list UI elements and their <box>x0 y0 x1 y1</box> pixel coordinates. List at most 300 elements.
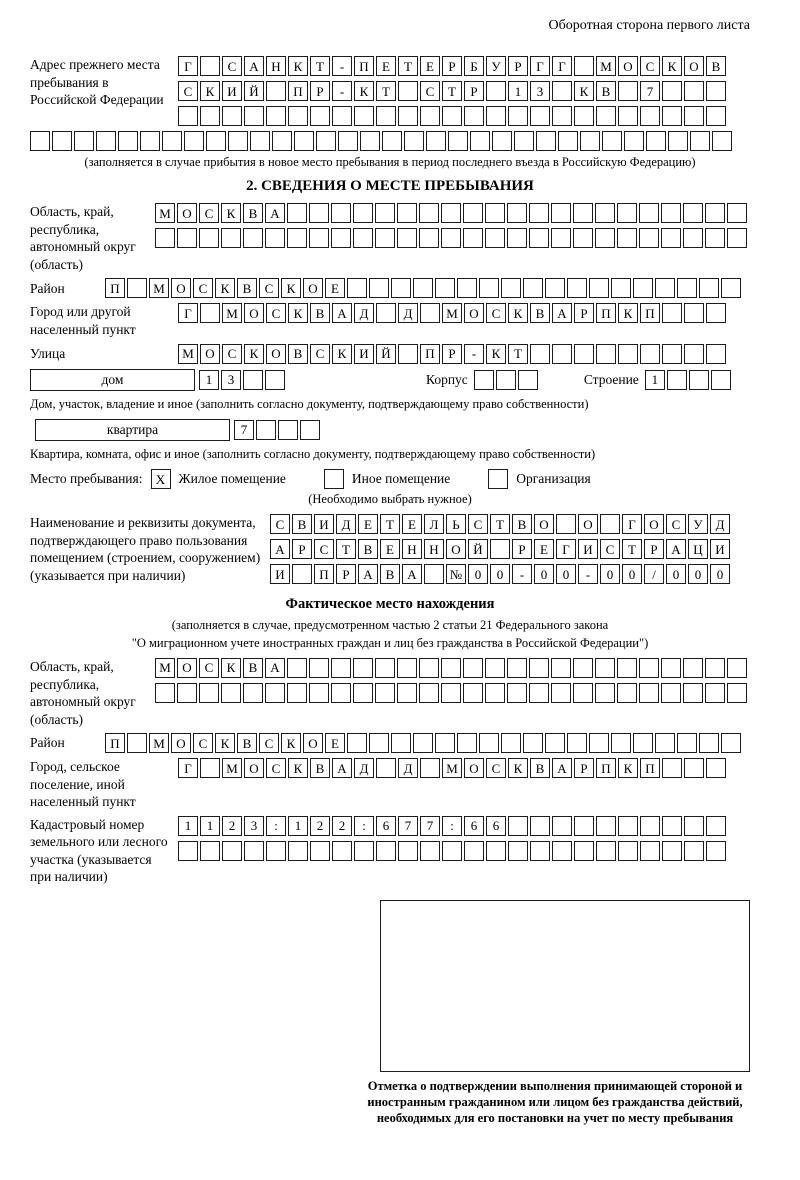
region-rows <box>155 203 747 248</box>
char-box: А <box>265 658 285 678</box>
char-box <box>288 841 308 861</box>
char-box <box>596 841 616 861</box>
char-box <box>618 106 638 126</box>
char-box <box>127 733 147 753</box>
char-box <box>250 131 270 151</box>
char-box <box>574 56 594 76</box>
char-box: Е <box>420 56 440 76</box>
char-box <box>52 131 72 151</box>
char-box <box>331 683 351 703</box>
char-box <box>617 658 637 678</box>
char-box <box>332 841 352 861</box>
char-box: М <box>222 758 242 778</box>
char-box <box>354 841 374 861</box>
char-box: М <box>149 733 169 753</box>
char-box <box>574 344 594 364</box>
char-box: А <box>332 303 352 323</box>
char-box: С <box>266 758 286 778</box>
char-box <box>618 344 638 364</box>
stay-type-option-residential: Жилое помещение <box>178 471 286 487</box>
char-box <box>552 106 572 126</box>
char-box: С <box>486 758 506 778</box>
char-box <box>420 758 440 778</box>
char-box <box>596 816 616 836</box>
char-box <box>501 733 521 753</box>
char-box <box>711 370 731 390</box>
char-box <box>530 841 550 861</box>
char-box <box>490 539 510 559</box>
char-box <box>508 841 528 861</box>
char-box: О <box>244 758 264 778</box>
char-box: М <box>149 278 169 298</box>
char-box <box>618 816 638 836</box>
char-box: Р <box>442 56 462 76</box>
char-box: В <box>243 203 263 223</box>
char-box <box>309 203 329 223</box>
prev-address-label: Адрес прежнего места пребывания в Российской Федерации <box>30 57 164 108</box>
char-box: Т <box>398 56 418 76</box>
char-box <box>463 683 483 703</box>
char-box <box>420 841 440 861</box>
char-box <box>375 203 395 223</box>
char-box <box>442 106 462 126</box>
char-box: В <box>512 514 532 534</box>
char-box <box>705 683 725 703</box>
char-box <box>353 658 373 678</box>
char-box <box>463 228 483 248</box>
char-box: С <box>486 303 506 323</box>
cadastral-group <box>30 816 750 886</box>
char-box: Г <box>622 514 642 534</box>
char-box: О <box>244 303 264 323</box>
char-box: А <box>552 758 572 778</box>
char-box <box>580 131 600 151</box>
char-box <box>398 841 418 861</box>
char-box <box>331 203 351 223</box>
street-row <box>30 344 750 364</box>
char-box: Й <box>376 344 396 364</box>
fact-district-cells <box>105 733 741 753</box>
char-box: К <box>662 56 682 76</box>
char-box <box>633 733 653 753</box>
char-box: 1 <box>288 816 308 836</box>
char-box: К <box>215 733 235 753</box>
char-box <box>611 733 631 753</box>
char-box: 1 <box>199 370 219 390</box>
char-box <box>420 303 440 323</box>
char-box <box>441 203 461 223</box>
char-box <box>463 658 483 678</box>
document-row-3 <box>270 564 730 584</box>
char-box <box>221 683 241 703</box>
char-box <box>200 56 220 76</box>
char-box <box>266 106 286 126</box>
char-box: Р <box>508 56 528 76</box>
street-cells <box>178 344 726 364</box>
char-box: К <box>574 81 594 101</box>
document-label: Наименование и реквизиты документа, подтверждающего право пользования помещением (строением, сооружением) (указывается при наличии) <box>30 515 261 583</box>
house-row <box>30 369 750 391</box>
char-box <box>426 131 446 151</box>
char-box <box>706 758 726 778</box>
char-box: Н <box>402 539 422 559</box>
stay-type-label: Место пребывания: <box>30 471 143 487</box>
char-box <box>376 303 396 323</box>
char-box: К <box>281 733 301 753</box>
char-box: 1 <box>508 81 528 101</box>
char-box: М <box>442 303 462 323</box>
char-box <box>523 278 543 298</box>
char-box <box>662 106 682 126</box>
char-box: 6 <box>464 816 484 836</box>
char-box: 0 <box>666 564 686 584</box>
char-box: И <box>710 539 730 559</box>
char-box <box>347 733 367 753</box>
char-box <box>551 658 571 678</box>
char-box <box>243 370 263 390</box>
char-box: О <box>684 56 704 76</box>
char-box: С <box>222 56 242 76</box>
char-box <box>424 564 444 584</box>
char-box <box>655 733 675 753</box>
char-box <box>574 841 594 861</box>
char-box <box>667 370 687 390</box>
house-caption: Дом, участок, владение и иное (заполнить согласно документу, подтверждающему право собственности) <box>30 396 589 411</box>
char-box <box>589 733 609 753</box>
fact-city-cells <box>178 758 726 778</box>
char-box <box>353 228 373 248</box>
char-box: С <box>259 278 279 298</box>
char-box <box>661 658 681 678</box>
char-box <box>222 841 242 861</box>
char-box <box>530 816 550 836</box>
prev-address-rows <box>178 56 726 126</box>
char-box <box>397 203 417 223</box>
char-box: 0 <box>534 564 554 584</box>
char-box <box>530 106 550 126</box>
char-box <box>331 228 351 248</box>
char-box <box>507 683 527 703</box>
char-box <box>545 733 565 753</box>
char-box: С <box>193 733 213 753</box>
char-box: М <box>596 56 616 76</box>
prev-address-caption: (заполняется в случае прибытия в новое место пребывания в период последнего въезда в Российскую Федерацию) <box>84 155 696 169</box>
char-box: 0 <box>710 564 730 584</box>
char-box <box>391 733 411 753</box>
char-box <box>507 228 527 248</box>
char-box: К <box>221 203 241 223</box>
char-box <box>310 841 330 861</box>
char-box <box>288 106 308 126</box>
char-box <box>155 683 175 703</box>
char-box <box>397 683 417 703</box>
char-box <box>567 278 587 298</box>
char-box: С <box>420 81 440 101</box>
house-label-box: дом <box>30 369 195 391</box>
char-box <box>662 758 682 778</box>
char-box: 7 <box>398 816 418 836</box>
char-box <box>706 303 726 323</box>
char-box <box>221 228 241 248</box>
char-box: П <box>105 278 125 298</box>
char-box: М <box>178 344 198 364</box>
char-box: Д <box>354 758 374 778</box>
char-box <box>573 203 593 223</box>
char-box <box>683 203 703 223</box>
char-box <box>508 106 528 126</box>
stroenie-cells <box>645 370 731 390</box>
char-box <box>706 344 726 364</box>
char-box: - <box>332 56 352 76</box>
char-box: О <box>446 539 466 559</box>
char-box: А <box>358 564 378 584</box>
char-box <box>514 131 534 151</box>
char-box: - <box>512 564 532 584</box>
apartment-number-cells <box>234 420 320 440</box>
char-box: А <box>332 758 352 778</box>
char-box <box>684 81 704 101</box>
char-box <box>523 733 543 753</box>
char-box: Б <box>464 56 484 76</box>
char-box <box>600 514 620 534</box>
char-box: У <box>688 514 708 534</box>
char-box: Р <box>644 539 664 559</box>
char-box: К <box>281 278 301 298</box>
char-box: О <box>200 344 220 364</box>
char-box <box>376 758 396 778</box>
section2-title: 2. СВЕДЕНИЯ О МЕСТЕ ПРЕБЫВАНИЯ <box>246 178 534 195</box>
char-box <box>611 278 631 298</box>
prev-address-row-3 <box>178 106 726 126</box>
char-box: 7 <box>420 816 440 836</box>
char-box <box>684 841 704 861</box>
char-box: 3 <box>244 816 264 836</box>
char-box: 2 <box>222 816 242 836</box>
char-box: 7 <box>234 420 254 440</box>
char-box: В <box>530 303 550 323</box>
char-box <box>294 131 314 151</box>
char-box: В <box>380 564 400 584</box>
char-box <box>661 203 681 223</box>
char-box: И <box>314 514 334 534</box>
char-box: К <box>486 344 506 364</box>
stroenie-label: Строение <box>583 371 639 387</box>
char-box <box>310 106 330 126</box>
fact-region-rows <box>155 658 747 703</box>
char-box <box>140 131 160 151</box>
char-box <box>662 816 682 836</box>
char-box <box>309 683 329 703</box>
char-box <box>536 131 556 151</box>
char-box <box>690 131 710 151</box>
document-group <box>30 514 750 584</box>
fact-city-group <box>30 758 750 811</box>
char-box <box>677 733 697 753</box>
char-box: / <box>644 564 664 584</box>
char-box: К <box>215 278 235 298</box>
char-box <box>508 816 528 836</box>
char-box <box>617 683 637 703</box>
district-row <box>30 278 750 298</box>
char-box: Г <box>178 758 198 778</box>
char-box <box>316 131 336 151</box>
char-box <box>470 131 490 151</box>
char-box: О <box>578 514 598 534</box>
char-box <box>699 733 719 753</box>
char-box <box>206 131 226 151</box>
char-box: А <box>666 539 686 559</box>
street-label: Улица <box>30 345 66 361</box>
char-box <box>706 81 726 101</box>
char-box <box>556 514 576 534</box>
char-box <box>485 228 505 248</box>
char-box <box>369 278 389 298</box>
char-box: Р <box>310 81 330 101</box>
char-box: Е <box>358 514 378 534</box>
char-box <box>618 81 638 101</box>
char-box <box>375 658 395 678</box>
char-box <box>74 131 94 151</box>
char-box <box>287 203 307 223</box>
char-box: 0 <box>622 564 642 584</box>
char-box: Ц <box>688 539 708 559</box>
char-box: В <box>358 539 378 559</box>
char-box: О <box>177 203 197 223</box>
char-box: О <box>303 278 323 298</box>
char-box <box>228 131 248 151</box>
char-box: А <box>552 303 572 323</box>
char-box: С <box>259 733 279 753</box>
char-box <box>633 278 653 298</box>
char-box <box>639 658 659 678</box>
char-box: М <box>155 203 175 223</box>
cadastral-row-2 <box>178 841 726 861</box>
char-box <box>677 278 697 298</box>
char-box: : <box>266 816 286 836</box>
char-box: В <box>310 303 330 323</box>
char-box: : <box>354 816 374 836</box>
char-box <box>331 658 351 678</box>
char-box <box>200 106 220 126</box>
char-box <box>404 131 424 151</box>
char-box <box>706 841 726 861</box>
char-box: 2 <box>332 816 352 836</box>
char-box <box>558 131 578 151</box>
stay-type-caption: (Необходимо выбрать нужное) <box>308 492 472 507</box>
char-box: В <box>310 758 330 778</box>
city-cells <box>178 303 726 323</box>
char-box <box>266 841 286 861</box>
char-box: Д <box>710 514 730 534</box>
char-box <box>595 658 615 678</box>
char-box: Т <box>490 514 510 534</box>
char-box <box>118 131 138 151</box>
char-box: Т <box>508 344 528 364</box>
char-box: - <box>464 344 484 364</box>
char-box: П <box>596 758 616 778</box>
char-box: О <box>266 344 286 364</box>
char-box <box>200 303 220 323</box>
char-box <box>567 733 587 753</box>
city-label: Город или другой населенный пункт <box>30 304 136 337</box>
char-box <box>721 278 741 298</box>
cadastral-row-1 <box>178 816 726 836</box>
char-box <box>640 106 660 126</box>
char-box: Д <box>336 514 356 534</box>
char-box <box>551 683 571 703</box>
char-box: В <box>237 733 257 753</box>
char-box: П <box>596 303 616 323</box>
char-box <box>618 841 638 861</box>
char-box: - <box>332 81 352 101</box>
char-box <box>155 228 175 248</box>
char-box <box>441 683 461 703</box>
char-box: Г <box>178 303 198 323</box>
char-box: Е <box>380 539 400 559</box>
char-box <box>278 420 298 440</box>
char-box <box>706 816 726 836</box>
char-box <box>655 278 675 298</box>
char-box <box>574 106 594 126</box>
char-box <box>551 228 571 248</box>
actual-location-caption-2: "О миграционном учете иностранных граждан и лиц без гражданства в Российской Федерации") <box>131 635 649 650</box>
korpus-cells <box>474 370 538 390</box>
char-box: П <box>354 56 374 76</box>
char-box <box>353 203 373 223</box>
char-box <box>596 106 616 126</box>
char-box <box>309 658 329 678</box>
char-box: А <box>244 56 264 76</box>
confirmation-stamp-box <box>380 900 750 1072</box>
char-box <box>712 131 732 151</box>
char-box <box>721 733 741 753</box>
char-box <box>683 228 703 248</box>
char-box <box>309 228 329 248</box>
apartment-row <box>30 419 750 441</box>
char-box: И <box>354 344 374 364</box>
char-box <box>551 203 571 223</box>
char-box: Д <box>398 303 418 323</box>
stay-type-option-other: Иное помещение <box>351 471 451 487</box>
char-box: 2 <box>310 816 330 836</box>
char-box: Т <box>622 539 642 559</box>
char-box: № <box>446 564 466 584</box>
char-box <box>639 228 659 248</box>
fact-region-row-1 <box>155 658 747 678</box>
fact-district-row <box>30 733 750 753</box>
apartment-caption: Квартира, комната, офис и иное (заполнить согласно документу, подтверждающему право собственности) <box>30 446 596 461</box>
char-box <box>391 278 411 298</box>
char-box: Д <box>354 303 374 323</box>
actual-location-caption-1: (заполняется в случае, предусмотренном частью 2 статьи 21 Федерального закона <box>171 618 609 633</box>
char-box: 7 <box>640 81 660 101</box>
char-box <box>486 841 506 861</box>
char-box: С <box>468 514 488 534</box>
char-box <box>705 658 725 678</box>
document-row-2 <box>270 539 730 559</box>
char-box <box>272 131 292 151</box>
char-box <box>178 841 198 861</box>
char-box <box>699 278 719 298</box>
char-box: И <box>578 539 598 559</box>
char-box: К <box>244 344 264 364</box>
char-box <box>398 81 418 101</box>
char-box <box>419 203 439 223</box>
char-box: А <box>270 539 290 559</box>
char-box: 6 <box>376 816 396 836</box>
char-box <box>727 228 747 248</box>
char-box <box>530 344 550 364</box>
